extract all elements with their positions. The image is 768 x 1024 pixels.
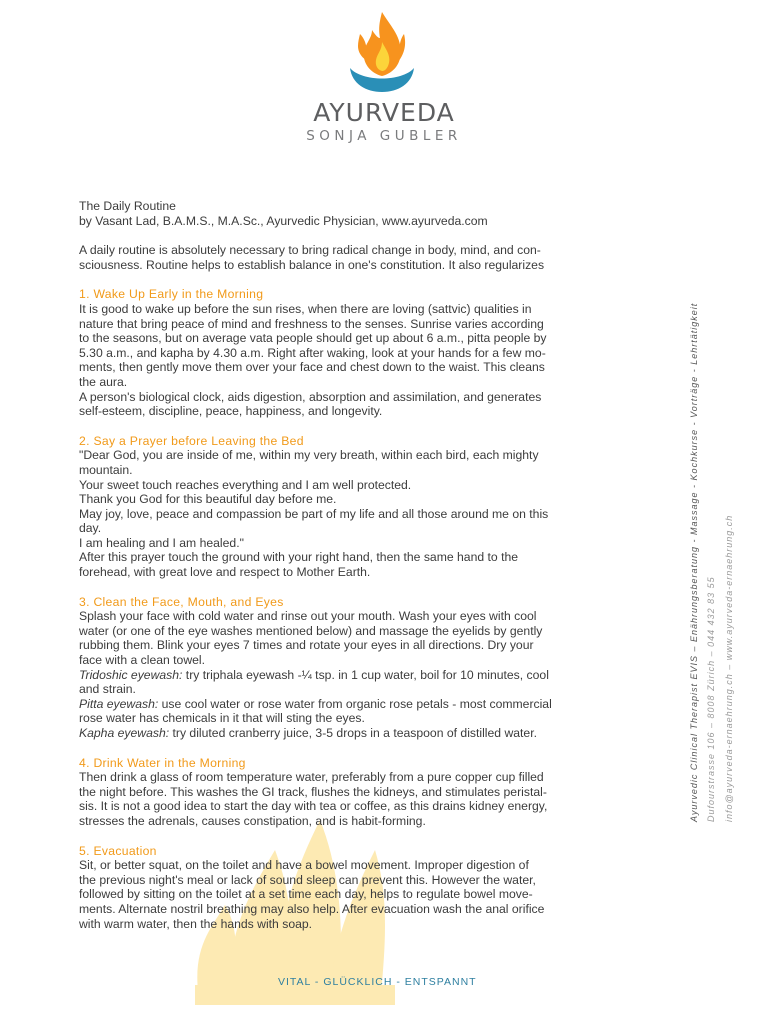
body-line: followed by sitting on the toilet at a set time each day, helps to regulate bowel move- xyxy=(79,887,533,902)
footer-tagline: VITAL - GLÜCKLICH - ENTSPANNT xyxy=(278,976,477,988)
eyewash-kapha xyxy=(79,726,624,741)
eyewash-label: Kapha eyewash: xyxy=(79,726,170,740)
sidebar-credentials: Ayurvedic Clinical Therapist EVIS – Enährungsberatung - Massage - Kochkurse - Vorträge - Lehrtätigkeit xyxy=(689,302,699,822)
section-heading-prayer: 2. Say a Prayer before Leaving the Bed xyxy=(79,433,304,448)
body-line: May joy, love, peace and compassion be part of my life and all those around me on this xyxy=(79,506,549,521)
intro-line: A daily routine is absolutely necessary to bring radical change in body, mind, and con- xyxy=(79,243,541,258)
body-line: After this prayer touch the ground with your right hand, then the same hand to the xyxy=(79,550,519,565)
eyewash-text: try triphala eyewash -¼ tsp. in 1 cup water, boil for 10 minutes, cool xyxy=(182,667,549,682)
eyewash-label: Tridoshic eyewash: xyxy=(79,667,183,682)
body-line: "Dear God, you are inside of me, within my very breath, within each bird, each mighty xyxy=(79,448,539,463)
brand-subtitle: SONJA GUBLER xyxy=(306,128,462,144)
body-line: 5.30 a.m., and kapha by 4.30 a.m. Right after waking, look at your hands for a few mo- xyxy=(79,345,546,360)
section-heading-wake-up: 1. Wake Up Early in the Morning xyxy=(79,287,264,302)
body-line: mountain. xyxy=(79,462,133,477)
body-line: Sit, or better squat, on the toilet and have a bowel movement. Improper digestion of xyxy=(79,858,529,873)
body-line: ments, then gently move them over your face and chest down to the waist. This cleans xyxy=(79,360,545,375)
eyewash-text: try diluted cranberry juice, 3-5 drops in a teaspoon of distilled water. xyxy=(169,726,537,740)
body-line: the night before. This washes the GI track, flushes the kidneys, and stimulates peristal- xyxy=(79,784,547,799)
eyewash-label: Pitta eyewash: xyxy=(79,696,159,711)
body-line: sis. It is not a good idea to start the day with tea or coffee, as this drains kidney energy, xyxy=(79,799,548,814)
sidebar-address: Dufourstrasse 106 – 8008 Zürich – 044 432 83 55 xyxy=(706,576,716,822)
body-line: day. xyxy=(79,521,102,536)
eyewash-text: use cool water or rose water from organic rose petals - most commercial xyxy=(158,696,552,711)
brand-name: AYURVEDA xyxy=(313,98,455,127)
body-line: stresses the adrenals, causes constipation, and is habit-forming. xyxy=(79,813,426,828)
intro-line: sciousness. Routine helps to establish balance in one's constitution. It also regularizes xyxy=(79,257,545,272)
section-heading-clean-face: 3. Clean the Face, Mouth, and Eyes xyxy=(79,594,284,609)
body-line: to the seasons, but on average vata people should get up about 6 a.m., pitta people by xyxy=(79,331,547,346)
body-line: rubbing them. Blink your eyes 7 times and rotate your eyes in all directions. Dry your xyxy=(79,638,534,653)
body-line: the aura. xyxy=(79,374,128,389)
sidebar-contact: info@ayurveda-ernaehrung.ch – www.ayurveda-ernaehrung.ch xyxy=(724,514,734,822)
body-line: A person's biological clock, aids digestion, absorption and assimilation, and generates xyxy=(79,389,542,404)
document-body xyxy=(79,199,624,931)
body-line: rose water has chemicals in it that will sting the eyes. xyxy=(79,711,365,726)
body-line: Splash your face with cold water and rinse out your mouth. Wash your eyes with cool xyxy=(79,609,537,624)
body-line: It is good to wake up before the sun rises, when there are loving (sattvic) qualities in xyxy=(79,301,532,316)
eyewash-tridoshic xyxy=(79,668,624,683)
body-line: nature that bring peace of mind and freshness to the senses. Sunrise varies according xyxy=(79,316,544,331)
body-line: and strain. xyxy=(79,682,136,697)
body-line: self-esteem, discipline, peace, happiness, and longevity. xyxy=(79,404,383,419)
body-line: ments. Alternate nostril breathing may also help. After evacuation wash the anal orifice xyxy=(79,901,545,916)
body-line: Your sweet touch reaches everything and I am well protected. xyxy=(79,477,412,492)
body-line: with warm water, then the hands with soap. xyxy=(79,916,313,931)
section-heading-drink-water: 4. Drink Water in the Morning xyxy=(79,755,246,770)
body-line: forehead, with great love and respect to Mother Earth. xyxy=(79,565,371,580)
document-title: The Daily Routine xyxy=(79,199,176,213)
document-byline: by Vasant Lad, B.A.M.S., M.A.Sc., Ayurvedic Physician, www.ayurveda.com xyxy=(79,213,488,228)
ayurveda-logo-icon xyxy=(342,8,422,98)
body-line: Then drink a glass of room temperature water, preferably from a pure copper cup filled xyxy=(79,770,544,785)
body-line: the previous night's meal or lack of sound sleep can prevent this. However the water, xyxy=(79,872,536,887)
body-line: I am healing and I am healed." xyxy=(79,535,244,550)
section-heading-evacuation: 5. Evacuation xyxy=(79,843,157,858)
body-line: face with a clean towel. xyxy=(79,653,206,668)
body-line: Thank you God for this beautiful day before me. xyxy=(79,492,337,507)
body-line: water (or one of the eye washes mentioned below) and massage the eyelids by gently xyxy=(79,623,543,638)
eyewash-pitta xyxy=(79,697,624,712)
